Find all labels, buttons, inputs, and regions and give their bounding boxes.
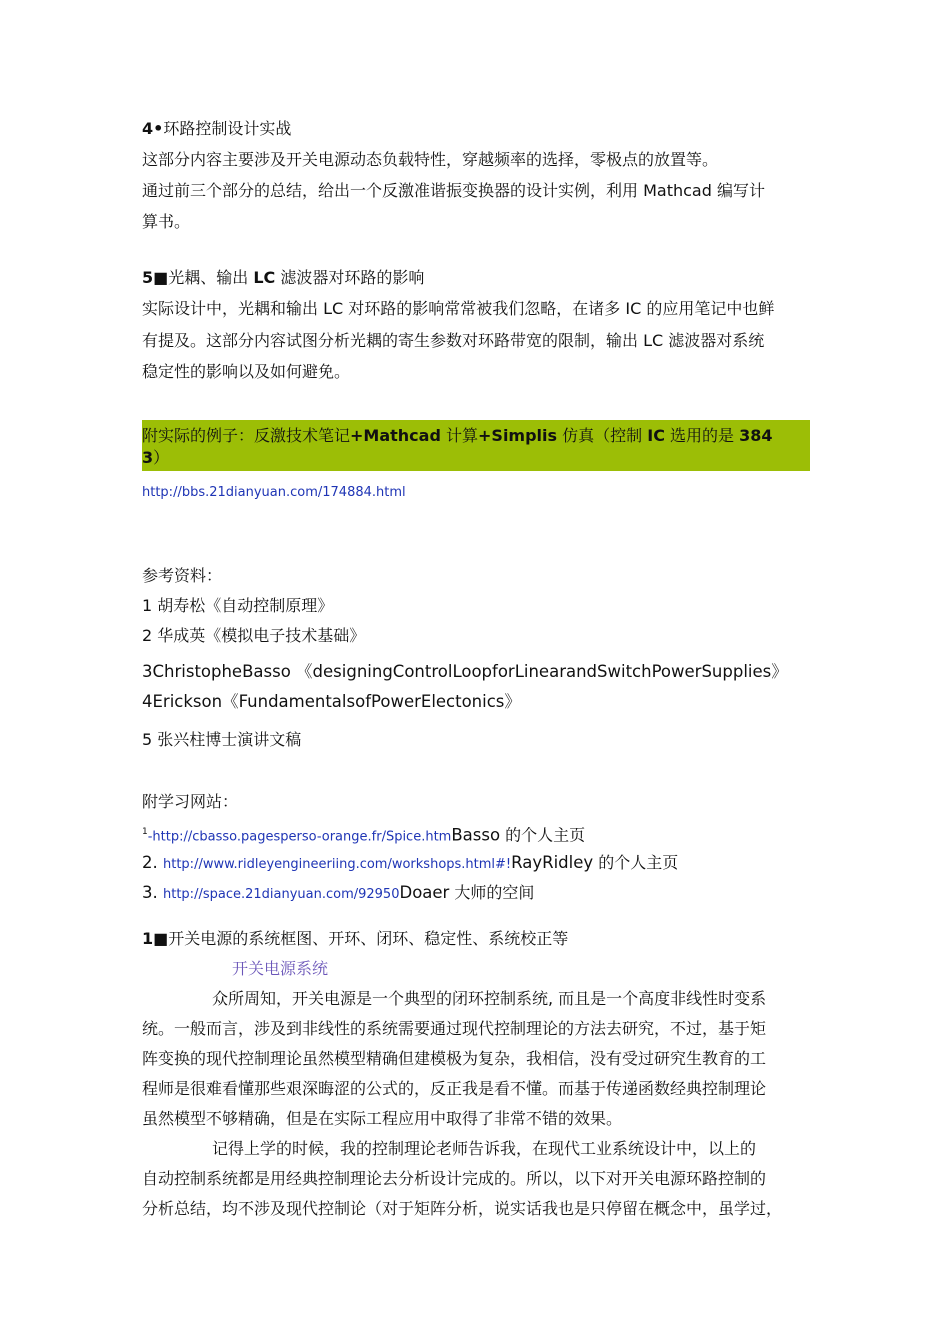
section-1-heading	[142, 928, 568, 950]
body-line-3: 阵变换的现代控制理论虽然模型精确但建模极为复杂，我相信，没有受过研究生教育的工	[142, 1049, 767, 1068]
highlight-t7: 选用的是	[664, 426, 740, 445]
highlight-t1: 附实际的例子：反激技术笔记	[142, 426, 351, 445]
website-3-link[interactable]: http://space.21dianyuan.com/92950	[163, 887, 400, 902]
highlight-t10: ）	[153, 448, 170, 467]
website-3-number: 3.	[142, 883, 163, 902]
website-1-suffix: 的个人主页	[500, 825, 586, 845]
section-4-paragraph-2b: 算书。	[142, 212, 191, 231]
section-5-paragraph-2: 有提及。这部分内容试图分析光耦的寄生参数对环路带宽的限制，输出 LC 滤波器对系统	[142, 331, 765, 350]
section-4-title: 环路控制设计实战	[163, 119, 292, 138]
body-line-6: 记得上学的时候，我的控制理论老师告诉我，在现代工业系统设计中，以上的	[212, 1139, 757, 1158]
highlight-t4: +Simplis	[478, 426, 558, 445]
section-5-paragraph-1: 实际设计中，光耦和输出 LC 对环路的影响常常被我们忽略，在诸多 IC 的应用笔记中也鲜	[142, 299, 775, 318]
highlight-t8: 384	[739, 426, 773, 445]
section-5-heading	[142, 267, 424, 289]
website-2-link[interactable]: http://www.ridleyengineeriing.com/workshops.html#!	[163, 857, 512, 872]
references-title: 参考资料：	[142, 566, 223, 585]
highlight-t5: 仿真（控制	[557, 426, 648, 445]
body-line-7: 自动控制系统都是用经典控制理论去分析设计完成的。所以，以下对开关电源环路控制的	[142, 1169, 767, 1188]
body-line-2: 统。一般而言，涉及到非线性的系统需要通过现代控制理论的方法去研究，不过，基于矩	[142, 1019, 767, 1038]
section-4-paragraph-2a: 通过前三个部分的总结，给出一个反激准谐振变换器的设计实例，利用 Mathcad 编写计	[142, 181, 765, 200]
highlight-t6: IC	[647, 426, 665, 445]
reference-1: 1 胡寿松《自动控制原理》	[142, 596, 334, 615]
section-4-number: 4•	[142, 119, 164, 138]
section-4-paragraph-1: 这部分内容主要涉及开关电源动态负载特性，穿越频率的选择，零极点的放置等。	[142, 150, 719, 169]
section-1-title: 开关电源的系统框图、开环、闭环、稳定性、系统校正等	[168, 929, 569, 948]
section-5-title-c: 滤波器对环路的影响	[275, 268, 425, 287]
website-1-name: Basso	[451, 825, 501, 845]
reference-3: 3ChristopheBasso 《designingControlLoopforLinearandSwitchPowerSupplies》	[142, 662, 788, 681]
website-2-number: 2.	[142, 853, 163, 872]
section-4-heading	[142, 118, 291, 140]
section-5-title-a: 光耦、输出	[168, 268, 254, 287]
reference-4: 4Erickson《FundamentalsofPowerElectonics》	[142, 692, 521, 711]
website-1	[142, 821, 585, 848]
section-1-subtitle: 开关电源系统	[232, 959, 329, 978]
highlight-t2: +Mathcad	[350, 426, 441, 445]
website-2-suffix: 的个人主页	[593, 853, 679, 872]
websites-title: 附学习网站：	[142, 792, 239, 811]
website-3-suffix: 大师的空间	[449, 883, 535, 902]
website-2-name: RayRidley	[511, 853, 594, 872]
highlight-banner	[142, 420, 810, 471]
website-3	[142, 882, 534, 906]
reference-5: 5 张兴柱博士演讲文稿	[142, 730, 302, 749]
body-line-5: 虽然模型不够精确，但是在实际工程应用中取得了非常不错的效果。	[142, 1109, 623, 1128]
body-line-4: 程师是很难看懂那些艰深晦涩的公式的，反正我是看不懂。而基于传递函数经典控制理论	[142, 1079, 767, 1098]
section-5-paragraph-3: 稳定性的影响以及如何避免。	[142, 362, 351, 381]
body-line-1: 众所周知，开关电源是一个典型的闭环控制系统, 而且是一个高度非线性时变系	[212, 989, 767, 1008]
section-1-number: 1■	[142, 929, 169, 948]
website-1-link[interactable]: -http://cbasso.pagesperso-orange.fr/Spice.htm	[147, 829, 452, 845]
highlight-t3: 计算	[440, 426, 479, 445]
section-5-number: 5■	[142, 268, 169, 287]
section-5-title-b: LC	[253, 268, 276, 287]
reference-2: 2 华成英《模拟电子技术基础》	[142, 626, 366, 645]
body-line-8: 分析总结，均不涉及现代控制论（对于矩阵分析，说实话我也是只停留在概念中，虽学过，	[142, 1199, 783, 1218]
website-1-superscript: 1	[142, 827, 148, 837]
website-3-name: Doaer	[399, 883, 450, 902]
highlight-text	[142, 420, 810, 469]
highlight-t9: 3	[142, 448, 154, 467]
website-2	[142, 852, 678, 876]
example-link[interactable]: http://bbs.21dianyuan.com/174884.html	[142, 485, 406, 500]
